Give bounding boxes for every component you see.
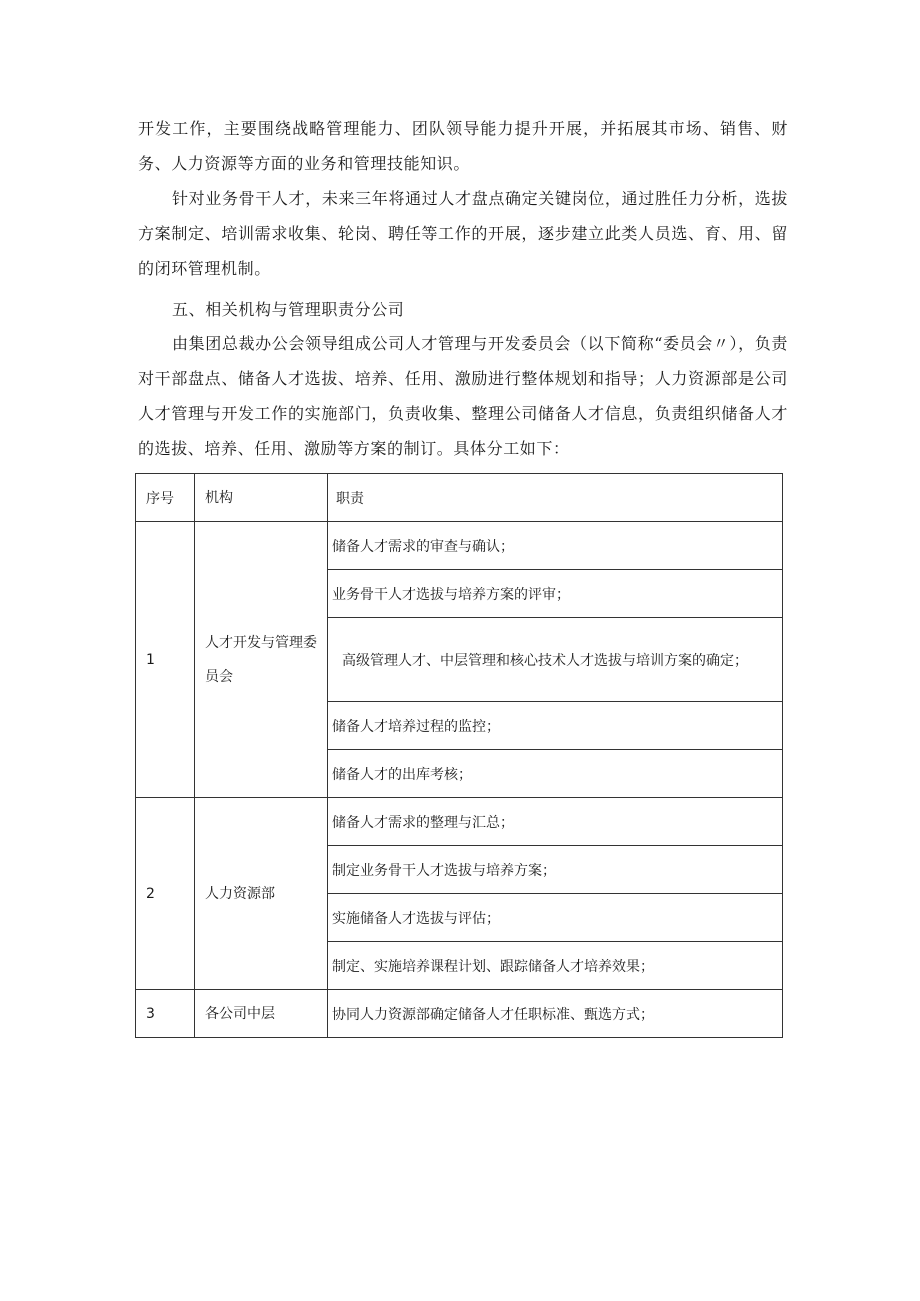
paragraph-core-talent: 针对业务骨干人才，未来三年将通过人才盘点确定关键岗位，通过胜任力分析，选拔方案制定、培训需求收集、轮岗、聘任等工作的开展，逐步建立此类人员选、育、用、留的闭环管理机制。 (138, 189, 788, 278)
row-org: 人才开发与管理委员会 (195, 522, 328, 798)
section-heading: 五、相关机构与管理职责分公司 (172, 300, 405, 319)
duty-cell: 实施储备人才选拔与评估； (328, 894, 783, 942)
header-org: 机构 (195, 474, 328, 522)
paragraph-continuation: 开发工作，主要围绕战略管理能力、团队领导能力提升开展，并拓展其市场、销售、财务、人力资源等方面的业务和管理技能知识。 (138, 119, 788, 173)
duty-cell: 储备人才需求的审查与确认； (328, 522, 783, 570)
table-row (136, 990, 783, 1038)
duty-cell: 业务骨干人才选拔与培养方案的评审； (328, 570, 783, 618)
row-no: 3 (136, 990, 195, 1038)
row-org: 各公司中层 (195, 990, 328, 1038)
row-org: 人力资源部 (195, 798, 328, 990)
duty-cell: 制定业务骨干人才选拔与培养方案； (328, 846, 783, 894)
header-duty: 职责 (328, 474, 783, 522)
duty-cell: 储备人才需求的整理与汇总； (328, 798, 783, 846)
responsibility-table (135, 473, 783, 1038)
table-row (136, 522, 783, 570)
header-no: 序号 (136, 474, 195, 522)
row-no: 1 (136, 522, 195, 798)
duty-cell: 制定、实施培养课程计划、跟踪储备人才培养效果； (328, 942, 783, 990)
duty-cell: 协同人力资源部确定储备人才任职标准、甄选方式； (328, 990, 783, 1038)
duty-cell: 储备人才的出库考核； (328, 750, 783, 798)
duty-cell: 高级管理人才、中层管理和核心技术人才选拔与培训方案的确定； (328, 618, 783, 702)
table-header-row (136, 474, 783, 522)
row-no: 2 (136, 798, 195, 990)
duty-cell: 储备人才培养过程的监控； (328, 702, 783, 750)
paragraph-committee: 由集团总裁办公会领导组成公司人才管理与开发委员会（以下简称“委员会〃），负责对干部盘点、储备人才选拔、培养、任用、激励进行整体规划和指导；人力资源部是公司人才管理与开发工作的实施部门，负责收集、整理公司储备人才信息，负责组织储备人才的选拔、培养、任用、激励等方案的制订。具体分工如下： (138, 334, 788, 458)
table-row (136, 798, 783, 846)
